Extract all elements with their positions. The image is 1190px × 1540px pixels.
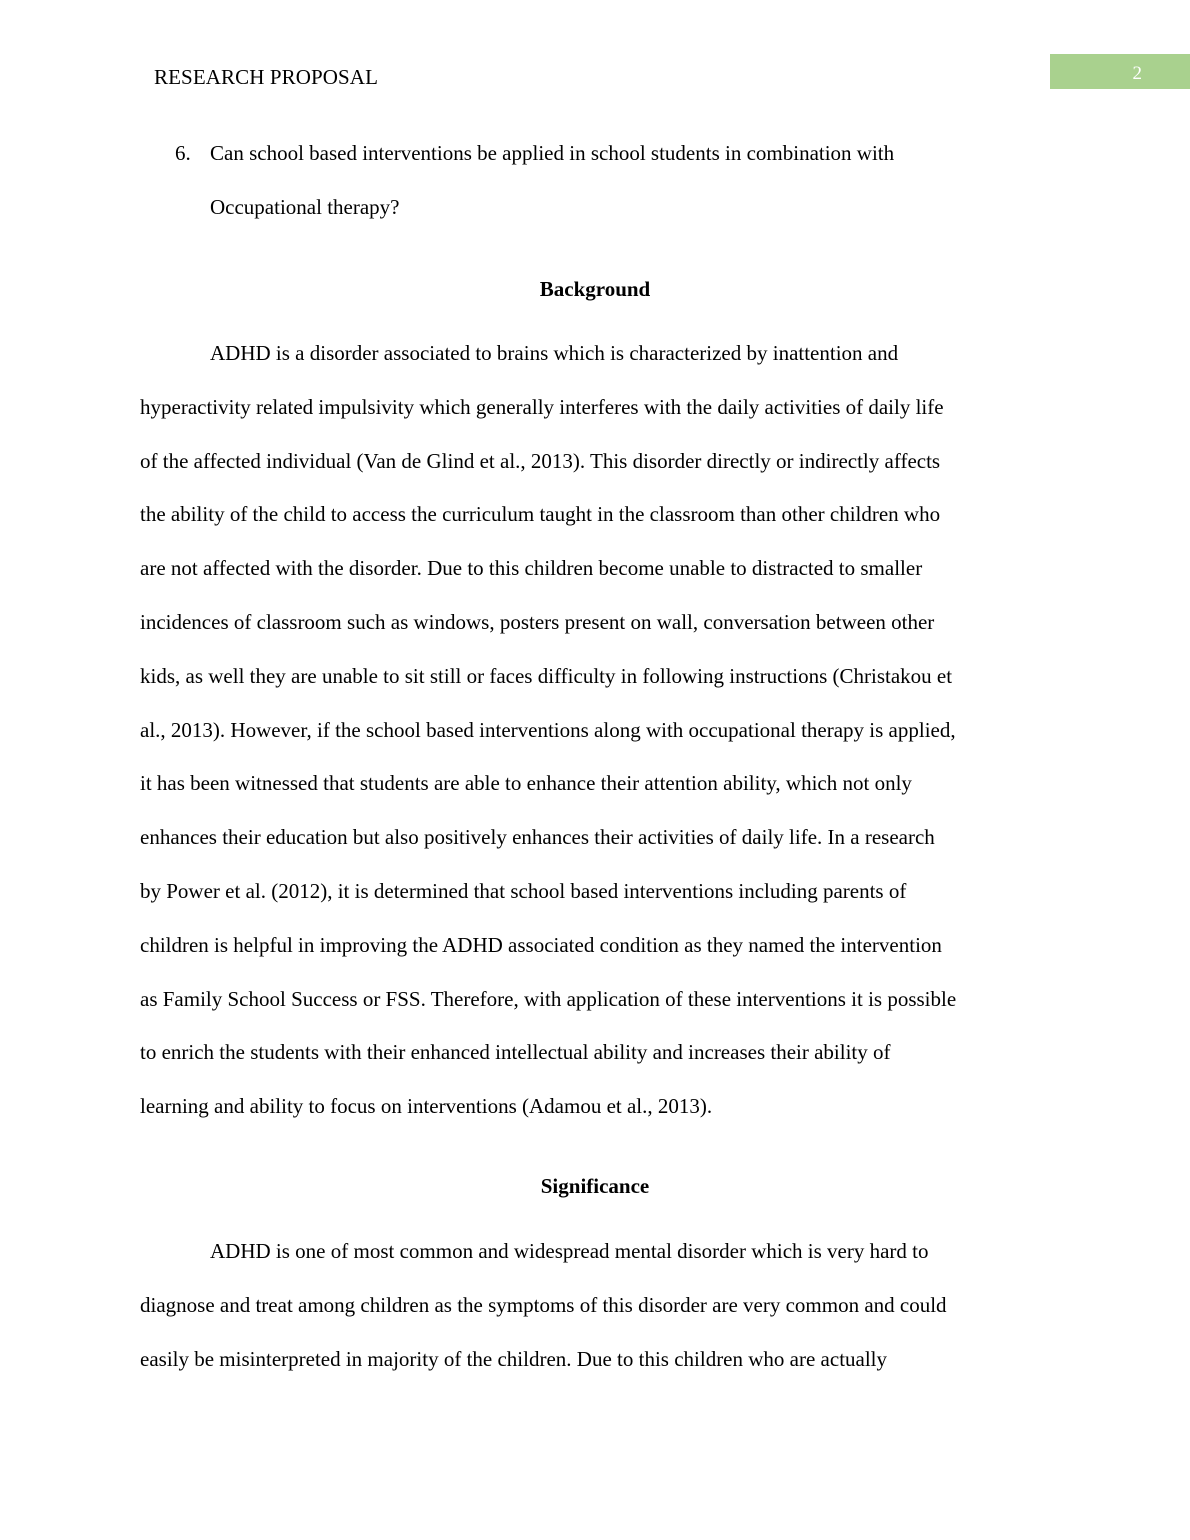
significance-paragraph bbox=[140, 1225, 1052, 1386]
page-number-badge bbox=[1050, 54, 1190, 89]
page-number: 2 bbox=[1132, 63, 1142, 84]
section-heading-significance: Significance bbox=[540, 1174, 650, 1198]
paragraph-line: by Power et al. (2012), it is determined that school based interventions including parents of bbox=[140, 878, 907, 903]
paragraph-line: are not affected with the disorder. Due to this children become unable to distracted to smaller bbox=[140, 556, 923, 581]
paragraph-line: of the affected individual (Van de Glind et al., 2013). This disorder directly or indirectly affects bbox=[140, 448, 941, 473]
list-number: 6. bbox=[175, 141, 191, 165]
running-head: RESEARCH PROPOSAL bbox=[154, 65, 379, 89]
paragraph-line: easily be misinterpreted in majority of the children. Due to this children who are actually bbox=[140, 1346, 888, 1371]
paragraph-line: it has been witnessed that students are able to enhance their attention ability, which not only bbox=[140, 771, 912, 796]
paragraph-line: ADHD is one of most common and widespread mental disorder which is very hard to bbox=[210, 1239, 929, 1263]
list-line: Occupational therapy? bbox=[210, 194, 400, 219]
paragraph-line: to enrich the students with their enhanced intellectual ability and increases their ability of bbox=[140, 1040, 891, 1065]
paragraph-line: the ability of the child to access the curriculum taught in the classroom than other children who bbox=[140, 502, 941, 527]
paragraph-line: incidences of classroom such as windows, posters present on wall, conversation between other bbox=[140, 609, 935, 634]
paragraph-line: as Family School Success or FSS. Therefore, with application of these interventions it is possible bbox=[140, 986, 957, 1011]
paragraph-line: children is helpful in improving the ADHD associated condition as they named the intervention bbox=[140, 932, 942, 957]
paragraph-line: enhances their education but also positively enhances their activities of daily life. In a research bbox=[140, 825, 935, 850]
section-heading-background: Background bbox=[539, 277, 651, 301]
paragraph-line: al., 2013). However, if the school based interventions along with occupational therapy is applied, bbox=[140, 717, 956, 742]
paragraph-line: diagnose and treat among children as the symptoms of this disorder are very common and could bbox=[140, 1292, 947, 1317]
paragraph-line: hyperactivity related impulsivity which generally interferes with the daily activities of daily life bbox=[140, 394, 944, 419]
list-line: Can school based interventions be applied in school students in combination with bbox=[210, 141, 895, 165]
paragraph-line: learning and ability to focus on interventions (Adamou et al., 2013). bbox=[140, 1094, 713, 1119]
paragraph-line: kids, as well they are unable to sit still or faces difficulty in following instructions (Christakou et bbox=[140, 663, 953, 688]
research-question-item bbox=[175, 127, 1015, 235]
background-paragraph bbox=[140, 327, 1052, 1134]
list-item-text bbox=[210, 127, 1015, 235]
paragraph-line: ADHD is a disorder associated to brains which is characterized by inattention and bbox=[210, 341, 899, 365]
